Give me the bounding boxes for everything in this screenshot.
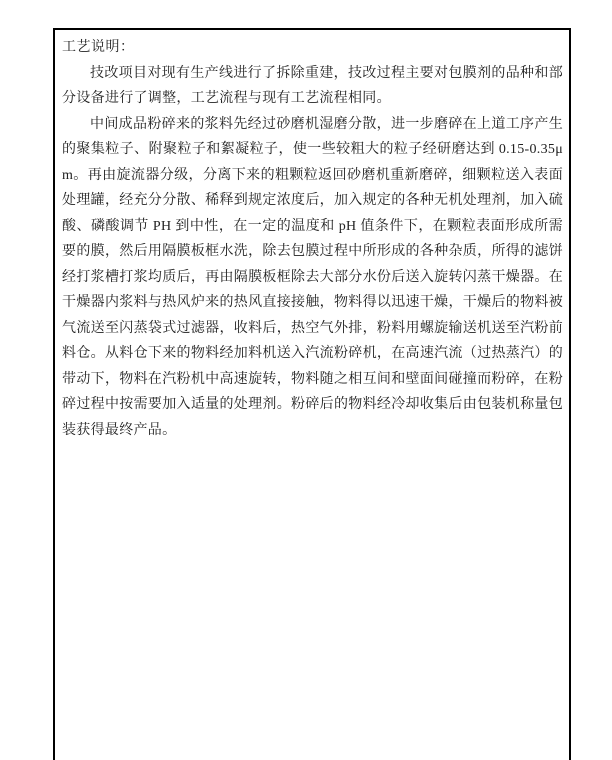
section-heading: 工艺说明： — [62, 40, 135, 55]
paragraph-overview: 技改项目对现有生产线进行了拆除重建，技改过程主要对包膜剂的品种和部分设备进行了调整，工艺流程与现有工艺流程相同。 — [62, 65, 563, 106]
process-description-cell — [53, 28, 571, 760]
paragraph-process-flow: 中间成品粉碎来的浆料先经过砂磨机湿磨分散，进一步磨碎在上道工序产生的聚集粒子、附聚粒子和絮凝粒子，使一些较粗大的粒子经研磨达到 0.15-0.35μm。再由旋流器分级，分离下来的粗颗粒返回砂磨机重新磨碎，细颗粒送入表面处理罐，经充分分散、稀释到规定浓度后，加入规定的各种无机处理剂，加入硫酸、磷酸调节 PH 到中性，在一定的温度和 pH 值条件下，在颗粒表面形成所需要的膜，然后用隔膜板框水洗，除去包膜过程中所形成的各种杂质，所得的滤饼经打浆槽打浆均质后，再由隔膜板框除去大部分水份后送入旋转闪蒸干燥器。在干燥器内浆料与热风炉来的热风直接接触，物料得以迅速干燥，干燥后的物料被气流送至闪蒸袋式过滤器，收料后，热空气外排，粉料用螺旋输送机送至汽粉前料仓。从料仓下来的物料经加料机送入汽流粉碎机，在高速汽流（过热蒸汽）的带动下，物料在汽粉机中高速旋转，物料随之相互间和壁面间碰撞而粉碎，在粉碎过程中按需要加入适量的处理剂。粉碎后的物料经冷却收集后由包装机称量包装获得最终产品。 — [62, 116, 563, 438]
